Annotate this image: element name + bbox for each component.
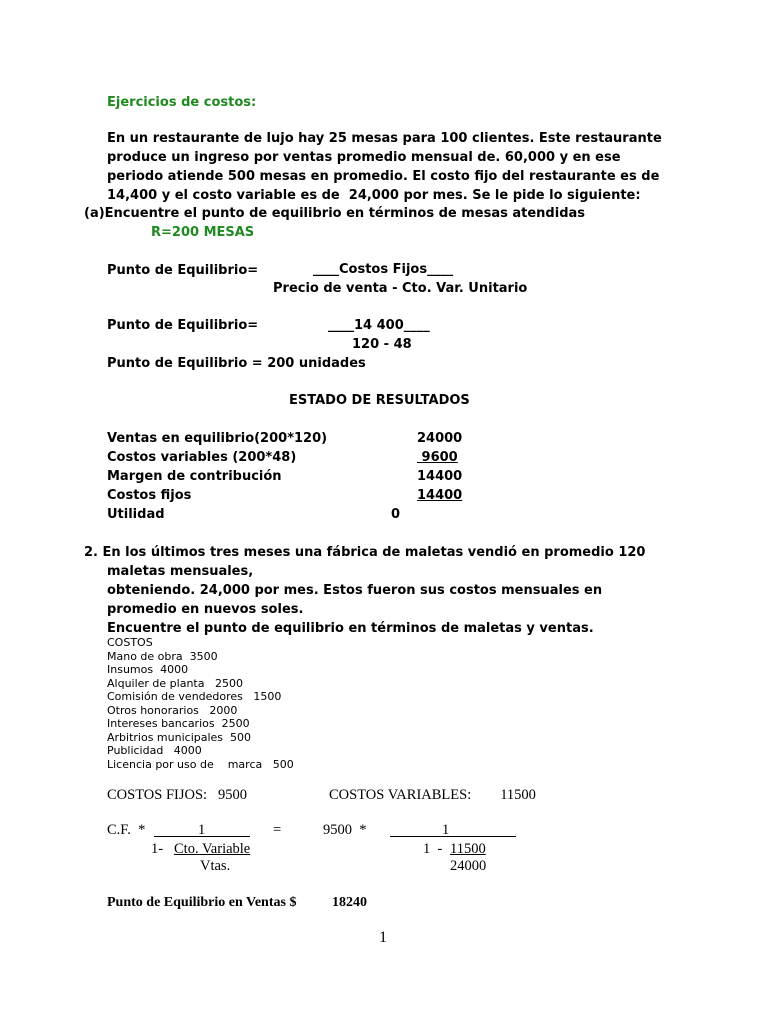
cost-item: Mano de obra 3500: [107, 649, 218, 663]
cost-item: Comisión de vendedores 1500: [107, 690, 282, 703]
formula-numerator-left: 1: [198, 822, 206, 838]
estado-row-value: 14400: [417, 488, 463, 503]
ex2-line-4: promedio en nuevos soles.: [107, 602, 304, 617]
ex1-paragraph-line-2: produce un ingreso por ventas promedio mensual de. 60,000 y en ese: [107, 150, 621, 165]
formula-den-right: 1 -: [423, 841, 443, 857]
cost-item: Arbitrios municipales 500: [107, 730, 252, 744]
formula-vtas: Vtas.: [200, 858, 231, 874]
formula-cf: C.F. *: [107, 822, 146, 838]
formula-11500: 11500: [450, 841, 486, 857]
pe-calc-denominator: 120 - 48: [352, 337, 412, 352]
pe-calc-numerator: ____14 400____: [328, 318, 430, 333]
estado-row-label: Margen de contribución: [107, 469, 282, 484]
pe-ventas-label: Punto de Equilibrio en Ventas $: [107, 895, 297, 910]
ex2-line-1: 2. En los últimos tres meses una fábrica de maletas vendió en promedio 120: [84, 545, 646, 560]
ex2-line-3: obteniendo. 24,000 por mes. Estos fueron sus costos mensuales en: [107, 583, 603, 598]
formula-equals: =: [273, 822, 282, 838]
estado-row-value: 0: [391, 507, 401, 522]
estado-row-label: Costos variables (200*48): [107, 450, 297, 465]
pe-formula-denominator: Precio de venta - Cto. Var. Unitario: [273, 281, 528, 296]
cost-item: Intereses bancarios 2500: [107, 717, 250, 730]
cost-item: Alquiler de planta 2500: [107, 676, 243, 690]
cost-item: Otros honorarios 2000: [107, 703, 238, 717]
estado-row-label: Ventas en equilibrio(200*120): [107, 431, 328, 446]
pe-label-1: Punto de Equilibrio=: [107, 263, 259, 278]
ex1-paragraph-line-4: 14,400 y el costo variable es de 24,000 por mes. Se le pide lo siguiente:: [107, 188, 641, 203]
costos-variables: COSTOS VARIABLES: 11500: [329, 787, 536, 803]
cost-item: Insumos 4000: [107, 663, 189, 676]
formula-numerator-right: 1: [442, 822, 450, 838]
formula-cto-variable: Cto. Variable: [174, 841, 251, 857]
cost-item: Licencia por uso de marca 500: [107, 757, 294, 771]
estado-row-value: 9600: [417, 450, 458, 465]
ex1-answer: R=200 MESAS: [151, 225, 255, 240]
pe-ventas-value: 18240: [332, 895, 367, 910]
document-title: Ejercicios de costos:: [107, 95, 257, 110]
estado-row-label: Utilidad: [107, 507, 165, 522]
ex1-paragraph-line-1: En un restaurante de lujo hay 25 mesas para 100 clientes. Este restaurante: [107, 131, 662, 146]
costs-heading: COSTOS: [107, 636, 153, 649]
ex2-line-5: Encuentre el punto de equilibrio en términos de maletas y ventas.: [107, 621, 594, 636]
ex1-question: (a)Encuentre el punto de equilibrio en términos de mesas atendidas: [84, 206, 586, 221]
estado-row-value: 14400: [417, 469, 463, 484]
pe-result: Punto de Equilibrio = 200 unidades: [107, 356, 366, 371]
formula-9500: 9500 *: [323, 822, 367, 838]
estado-row-label: Costos fijos: [107, 488, 192, 503]
estado-row-value: 24000: [417, 431, 463, 446]
pe-label-2: Punto de Equilibrio=: [107, 318, 259, 333]
pe-formula-numerator: ____Costos Fijos____: [313, 262, 454, 277]
costos-fijos: COSTOS FIJOS: 9500: [107, 787, 247, 803]
formula-fraction-line-right: [390, 836, 516, 837]
cost-item: Publicidad 4000: [107, 744, 202, 757]
page-number: 1: [379, 929, 387, 946]
ex1-paragraph-line-3: periodo atiende 500 mesas en promedio. El costo fijo del restaurante es de: [107, 169, 660, 184]
estado-title: ESTADO DE RESULTADOS: [289, 393, 470, 408]
ex2-line-2: maletas mensuales,: [107, 564, 254, 579]
formula-24000: 24000: [450, 858, 487, 874]
formula-den-left: 1-: [151, 841, 164, 857]
